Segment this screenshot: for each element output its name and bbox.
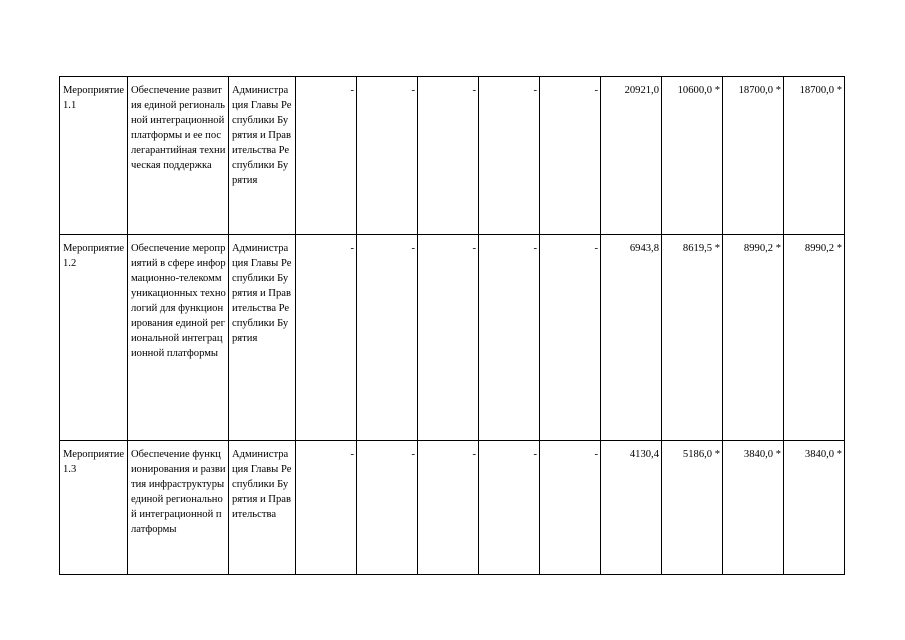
value-cell: 20921,0 <box>601 77 662 235</box>
executor-cell: Администрация Главы Республики Бурятия и Правительства <box>229 441 296 575</box>
value-cell: - <box>418 77 479 235</box>
value-cell: 10600,0 * <box>662 77 723 235</box>
value-cell: - <box>479 441 540 575</box>
value-cell: 18700,0 * <box>784 77 845 235</box>
value-cell: - <box>296 235 357 441</box>
value-cell: 4130,4 <box>601 441 662 575</box>
value-cell: - <box>540 77 601 235</box>
value-cell: - <box>479 235 540 441</box>
value-cell: - <box>296 77 357 235</box>
measure-name-cell: Обеспечение функционирования и развития инфраструктуры единой региональной интеграционной платформы <box>128 441 229 575</box>
value-cell: - <box>540 441 601 575</box>
value-cell: - <box>540 235 601 441</box>
value-cell: - <box>357 441 418 575</box>
measure-name-cell: Обеспечение развития единой региональной интеграционной платформы и ее послегарантийная техническая поддержка <box>128 77 229 235</box>
value-cell: - <box>479 77 540 235</box>
value-cell: 8619,5 * <box>662 235 723 441</box>
table-row <box>60 77 845 235</box>
measure-name-cell: Обеспечение мероприятий в сфере информационно-телекоммуникационных технологий для функционирования единой региональной интеграционной платформы <box>128 235 229 441</box>
value-cell: - <box>418 235 479 441</box>
value-cell: 3840,0 * <box>784 441 845 575</box>
executor-cell: Администрация Главы Республики Бурятия и Правительства Республики Бурятия <box>229 77 296 235</box>
table-row <box>60 235 845 441</box>
measure-id-cell: Мероприятие 1.1 <box>60 77 128 235</box>
executor-cell: Администрация Главы Республики Бурятия и Правительства Республики Бурятия <box>229 235 296 441</box>
value-cell: 8990,2 * <box>723 235 784 441</box>
value-cell: 8990,2 * <box>784 235 845 441</box>
measure-id-cell: Мероприятие 1.2 <box>60 235 128 441</box>
measure-id-cell: Мероприятие 1.3 <box>60 441 128 575</box>
table-row <box>60 441 845 575</box>
value-cell: - <box>296 441 357 575</box>
measures-table <box>59 76 845 575</box>
value-cell: 6943,8 <box>601 235 662 441</box>
value-cell: 18700,0 * <box>723 77 784 235</box>
value-cell: - <box>357 77 418 235</box>
value-cell: - <box>418 441 479 575</box>
value-cell: - <box>357 235 418 441</box>
value-cell: 5186,0 * <box>662 441 723 575</box>
value-cell: 3840,0 * <box>723 441 784 575</box>
